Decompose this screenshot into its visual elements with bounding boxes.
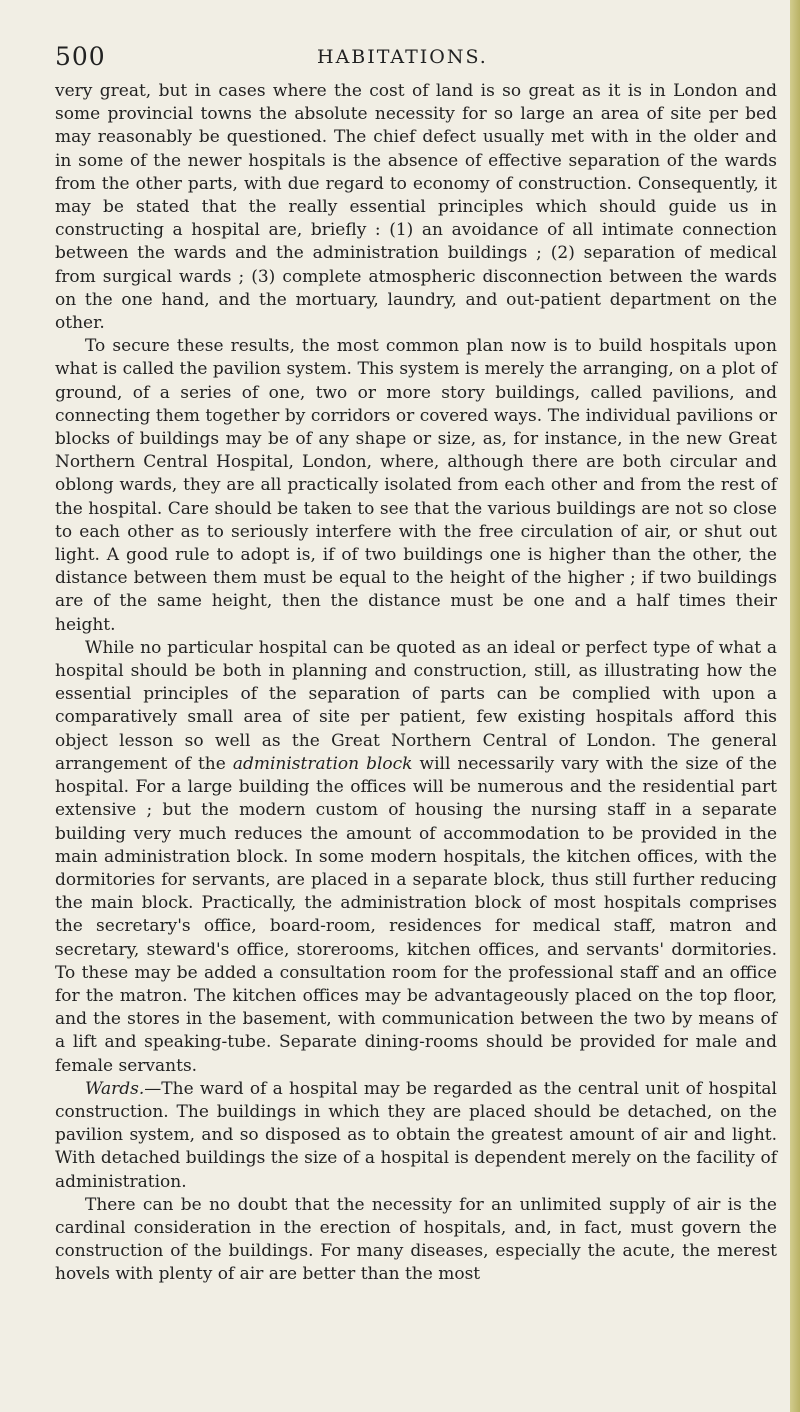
page-edge-shadow — [790, 0, 800, 1412]
paragraph-2-text: To secure these results, the most common plan now is to build hospitals upon what is called the pavilion system. This system is merely the arranging, on a plot of ground, of a series of one, two or more story buildings, called pavilions, and connecting them together by corridors or covered ways. The individual pavilions or blocks of buildings may be of any shape or size, as, for instance, in the new Great Northern Central Hospital, London, where, although there are both circular and oblong wards, they are all practically isolated from each other and from the rest of the hospital. Care should be taken to see that the various buildings are not so close to each other as to seriously interfere with the free circulation of air, or shut out light. A good rule to adopt is, if of two buildings one is higher than the other, the distance between them must be equal to the height of the higher ; if two buildings are of the same height, then the distance must be one and a half times their height. — [55, 336, 777, 635]
paragraph-3-text-after: will necessarily vary with the size of the hospital. For a large building the offices will be numerous and the residential part extensive ; but the modern custom of housing the nursing staff in a separate building very much reduces the amount of accommodation to be provided in the main administration block. In some modern hospitals, the kitchen offices, with the dormitories for servants, are placed in a separate block, thus still further reducing the main block. Practically, the administration block of most hospitals comprises the secretary's office, board-room, residences for medical staff, matron and secretary, steward's office, storerooms, kitchen offices, and servants' dormitories. To these may be added a consultation room for the professional staff and an office for the matron. The kitchen offices may be advantageously placed on the top floor, and the stores in the basement, with communication between the two by means of a lift and speaking-tube. Separate dining-rooms should be provided for male and female servants. — [55, 753, 777, 1076]
paragraph-4-heading: Wards. — [85, 1078, 145, 1099]
paragraph-3-italic-term: administration block — [232, 753, 413, 774]
paragraph-1-text: very great, but in cases where the cost of land is so great as it is in London and some provincial towns the absolute necessity for so large an area of site per bed may reasonably be questioned. The chief defect usually met with in the older and in some of the newer hospitals is the absence of effective separation of the wards from the other parts, with due regard to economy of construction. Consequently, it may be stated that the really essential principles which should guide us in constructing a hospital are, briefly : (1) an avoidance of all intimate connection between the wards and the administration buildings ; (2) separation of medical from surgical wards ; (3) complete atmospheric disconnection between the wards on the one hand, and the mortuary, laundry, and out-patient department on the other. — [55, 81, 777, 334]
book-page — [55, 40, 777, 1287]
paragraph-4 — [55, 1078, 777, 1194]
body-text — [55, 80, 777, 1287]
page-number: 500 — [55, 42, 106, 71]
paragraph-3 — [55, 637, 777, 1078]
running-head: HABITATIONS. — [317, 46, 488, 68]
paragraph-3-text-before: While no particular hospital can be quoted as an ideal or perfect type of what a hospital should be both in planning and construction, still, as illustrating how the essential principles of the separation of parts can be complied with upon a comparatively small area of site per patient, few existing hospitals afford this object lesson so well as the Great Northern Central of London. The general arrangement of the — [55, 637, 777, 774]
paragraph-5-text: There can be no doubt that the necessity for an unlimited supply of air is the cardinal consideration in the erection of hospitals, and, in fact, must govern the construction of the buildings. For many diseases, especially the acute, the merest hovels with plenty of air are better than the most — [55, 1194, 777, 1285]
paragraph-2 — [55, 335, 777, 637]
paragraph-5 — [55, 1194, 777, 1287]
paragraph-4-text: —The ward of a hospital may be regarded as the central unit of hospital construction. The buildings in which they are placed should be detached, on the pavilion system, and so disposed as to obtain the greatest amount of air and light. With detached buildings the size of a hospital is dependent merely on the facility of administration. — [55, 1078, 777, 1192]
paragraph-1 — [55, 80, 777, 335]
page-header — [55, 40, 777, 72]
